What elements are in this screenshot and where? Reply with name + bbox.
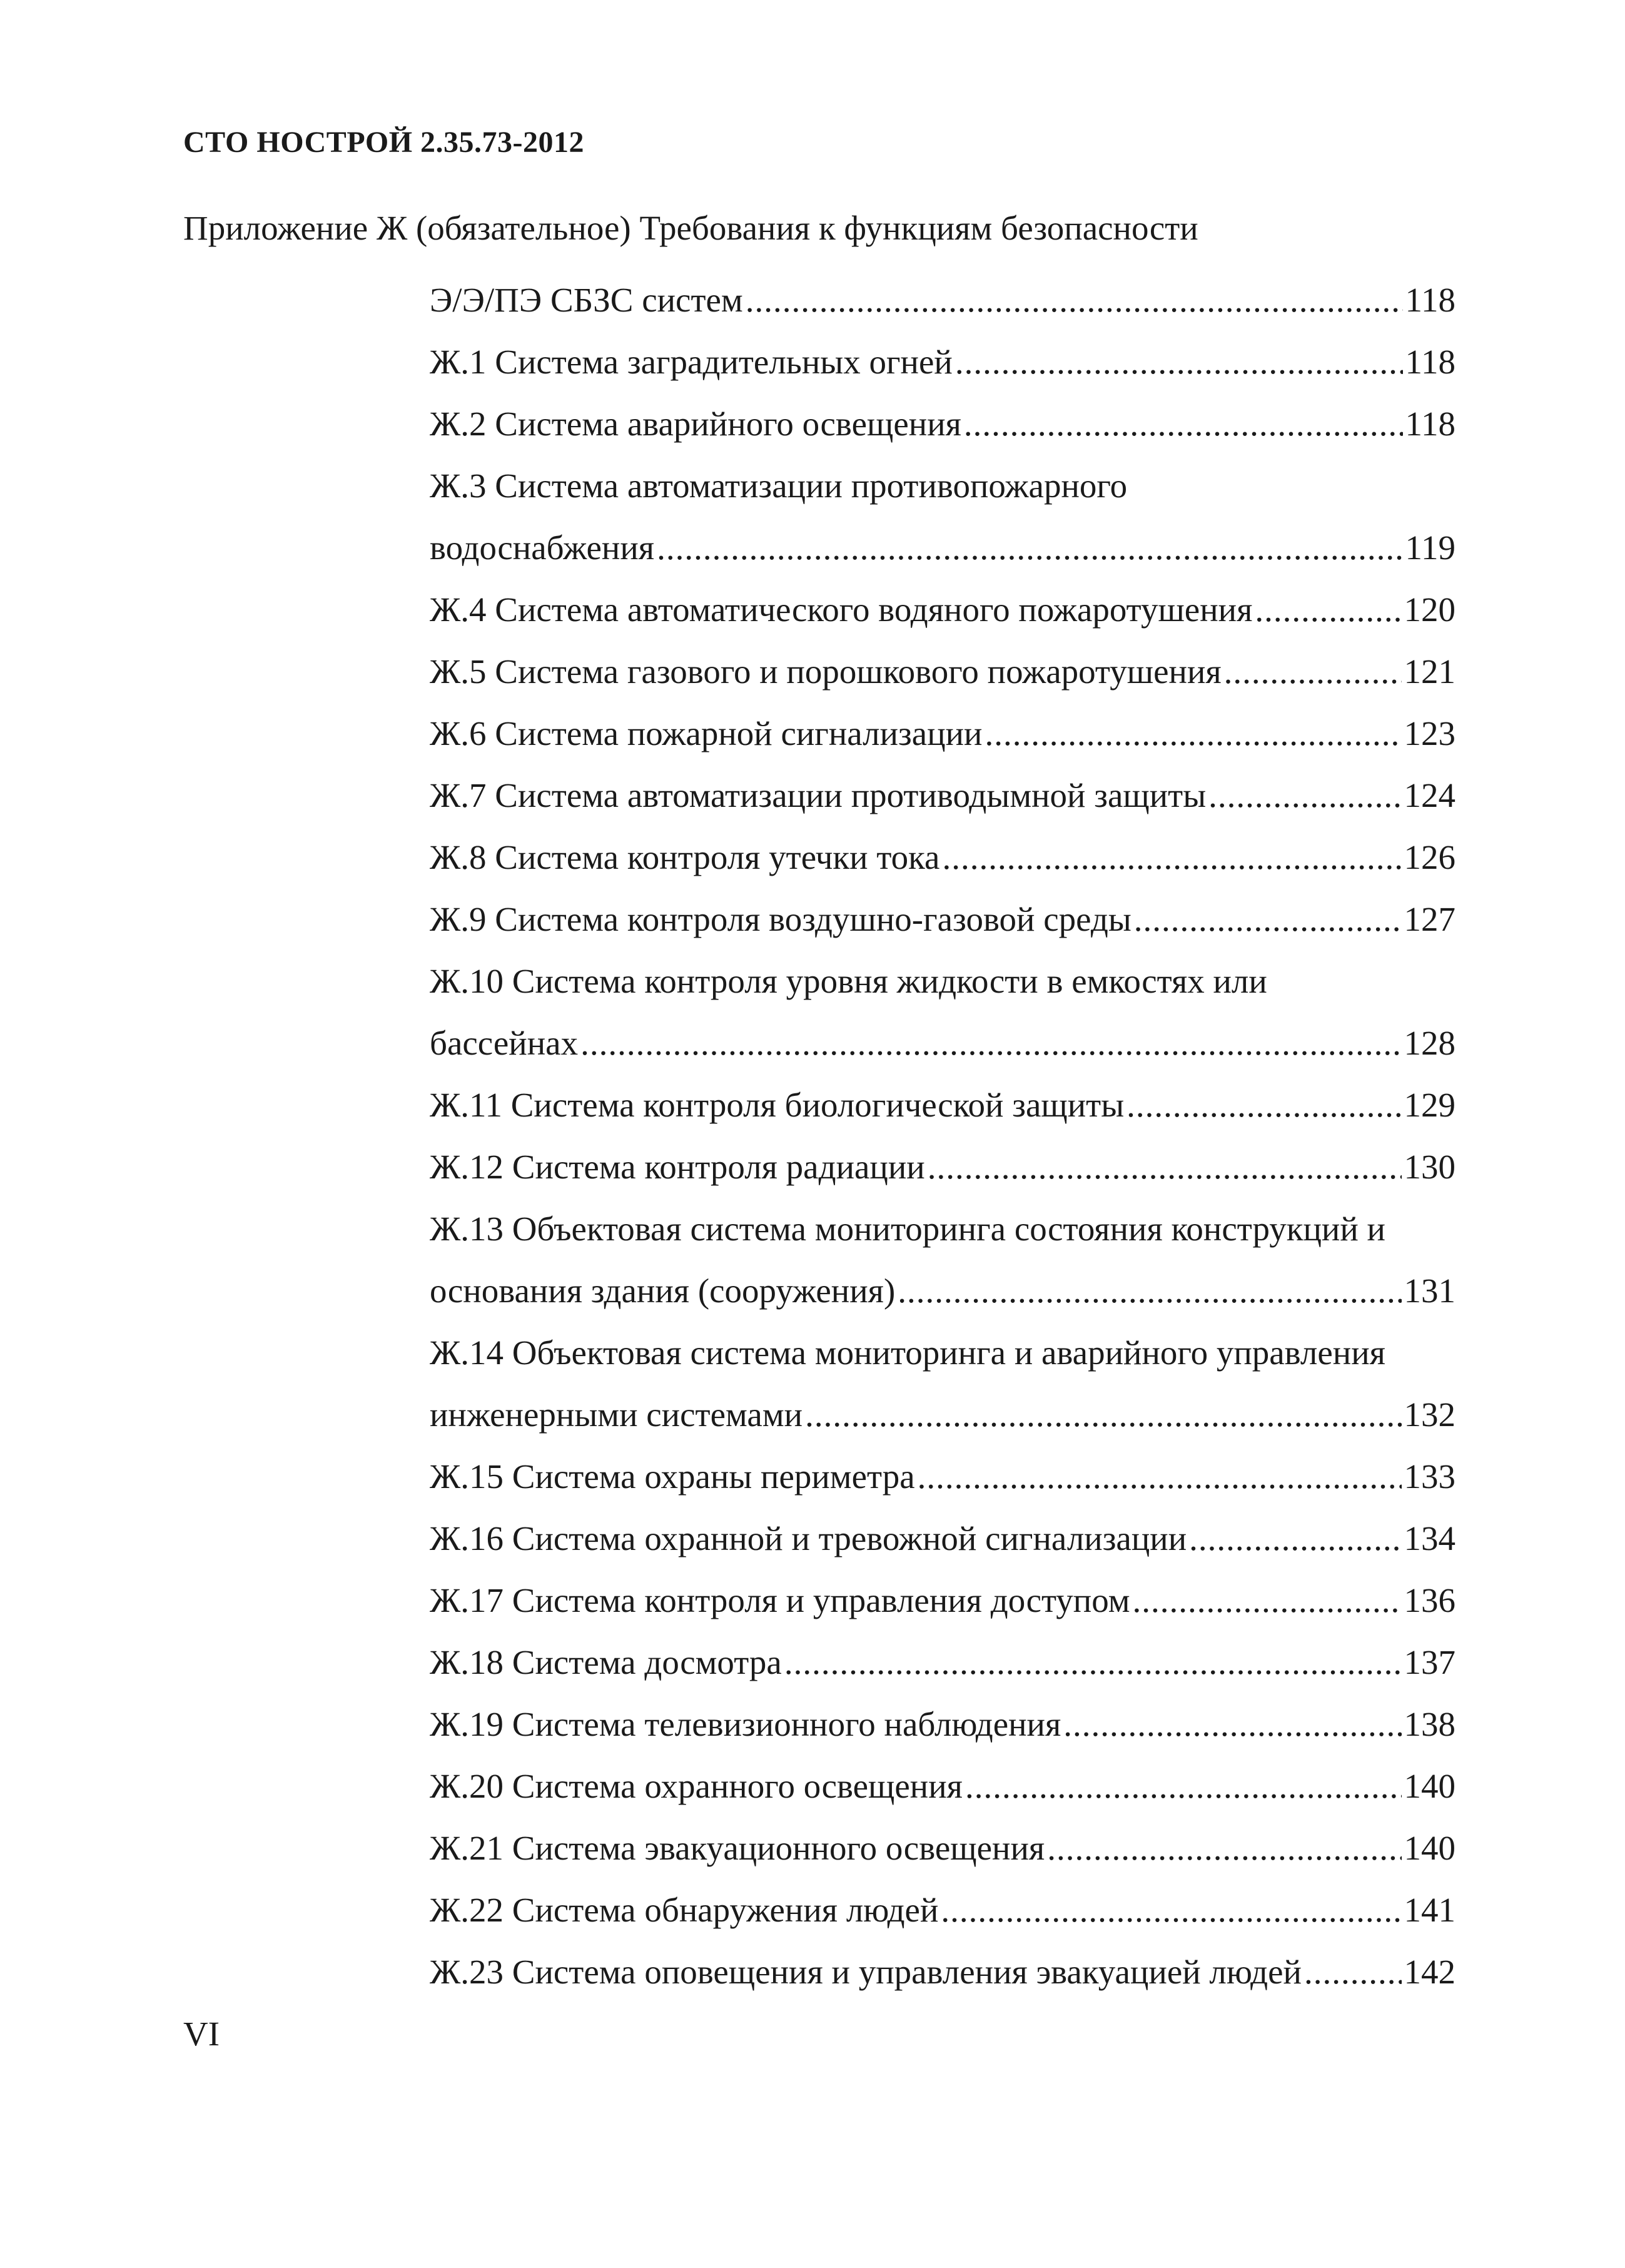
toc-entry-page: 136: [1404, 1581, 1455, 1619]
toc-entry-title: водоснабжения: [430, 529, 655, 567]
toc-entry-title: основания здания (сооружения): [430, 1272, 896, 1310]
toc-entry-page: 127: [1404, 900, 1455, 938]
toc-entry-title: Ж.22 Система обнаружения людей: [430, 1891, 939, 1929]
toc-entry: [430, 702, 1455, 764]
toc-entry: [430, 1074, 1455, 1136]
toc-entry: [430, 1012, 1455, 1074]
toc-leader-dots: [918, 1445, 1402, 1507]
toc-entry-page: 133: [1404, 1457, 1455, 1496]
toc-entry-page: 128: [1404, 1024, 1455, 1062]
toc-entry-title: Ж.8 Система контроля утечки тока: [430, 838, 940, 876]
toc-entry-page: 132: [1404, 1395, 1455, 1434]
toc-entry-page: 124: [1404, 776, 1455, 814]
table-of-contents: [430, 269, 1455, 2003]
toc-entry-title-line: Ж.3 Система автоматизации противопожарного: [430, 467, 1128, 505]
toc-leader-dots: [1126, 1074, 1401, 1136]
toc-entry-title: Ж.21 Система эвакуационного освещения: [430, 1829, 1045, 1867]
toc-entry: [430, 1569, 1455, 1631]
toc-entry-title: Ж.16 Система охранной и тревожной сигнализации: [430, 1519, 1187, 1557]
toc-entry: [430, 517, 1455, 579]
toc-entry: [430, 826, 1455, 888]
toc-leader-dots: [1063, 1693, 1401, 1755]
toc-entry-title: Ж.9 Система контроля воздушно-газовой среды: [430, 900, 1131, 938]
toc-entry-page: 123: [1404, 714, 1455, 752]
toc-entry: [430, 1631, 1455, 1693]
toc-entry: [430, 640, 1455, 702]
toc-entry-page: 126: [1404, 838, 1455, 876]
toc-entry-page: 120: [1404, 590, 1455, 629]
toc-entry-page: 129: [1404, 1086, 1455, 1124]
toc-entry-title: Ж.19 Система телевизионного наблюдения: [430, 1705, 1061, 1743]
toc-entry-page: 118: [1405, 281, 1455, 319]
toc-leader-dots: [1134, 888, 1402, 950]
toc-leader-dots: [784, 1631, 1402, 1693]
toc-entry-title: Ж.17 Система контроля и управления доступом: [430, 1581, 1130, 1619]
toc-entry-title: Ж.11 Система контроля биологической защиты: [430, 1086, 1125, 1124]
toc-leader-dots: [805, 1384, 1401, 1445]
toc-entry-title: Ж.23 Система оповещения и управления эвакуацией людей: [430, 1953, 1302, 1991]
toc-leader-dots: [580, 1012, 1401, 1074]
toc-entry-title: Ж.2 Система аварийного освещения: [430, 405, 961, 443]
toc-leader-dots: [657, 517, 1402, 579]
toc-entry-page: 130: [1404, 1148, 1455, 1186]
toc-entry: [430, 1136, 1455, 1198]
toc-leader-dots: [1189, 1507, 1401, 1569]
toc-entry-title-line: Ж.10 Система контроля уровня жидкости в емкостях или: [430, 962, 1267, 1000]
toc-entry-page: 142: [1404, 1953, 1455, 1991]
toc-entry: [430, 1941, 1455, 2003]
toc-entry: [430, 393, 1455, 455]
toc-entry-title-line: Ж.14 Объектовая система мониторинга и аварийного управления: [430, 1334, 1385, 1372]
toc-entry: [430, 888, 1455, 950]
toc-entry-page: 140: [1404, 1829, 1455, 1867]
toc-entry-title: бассейнах: [430, 1024, 579, 1062]
toc-leader-dots: [1255, 579, 1401, 640]
toc-entry: [430, 1445, 1455, 1507]
toc-entry: [430, 764, 1455, 826]
toc-entry-title-line: Ж.13 Объектовая система мониторинга состояния конструкций и: [430, 1210, 1385, 1248]
toc-entry-title: Ж.6 Система пожарной сигнализации: [430, 714, 983, 752]
toc-entry-title: Ж.18 Система досмотра: [430, 1643, 782, 1681]
document-header: СТО НОСТРОЙ 2.35.73-2012: [183, 126, 585, 159]
toc-leader-dots: [928, 1136, 1402, 1198]
toc-entry: [430, 1755, 1455, 1817]
toc-leader-dots: [1133, 1569, 1402, 1631]
toc-entry-page: 140: [1404, 1767, 1455, 1805]
toc-entry-page: 134: [1404, 1519, 1455, 1557]
toc-entry: [430, 579, 1455, 640]
toc-entry-page: 141: [1404, 1891, 1455, 1929]
toc-leader-dots: [955, 331, 1403, 393]
toc-entry: [430, 1879, 1455, 1941]
toc-entry-title: Э/Э/ПЭ СБЗС систем: [430, 281, 743, 319]
toc-entry-title: инженерными системами: [430, 1395, 803, 1434]
toc-entry-title: Ж.20 Система охранного освещения: [430, 1767, 963, 1805]
toc-leader-dots: [746, 269, 1403, 331]
toc-entry: [430, 1260, 1455, 1322]
toc-entry: [430, 269, 1455, 331]
toc-entry-page: 118: [1405, 343, 1455, 381]
toc-entry-page: 119: [1405, 529, 1455, 567]
toc-leader-dots: [1304, 1941, 1402, 2003]
toc-entry-page: 138: [1404, 1705, 1455, 1743]
toc-entry: [430, 1384, 1455, 1445]
toc-entry-title: Ж.12 Система контроля радиации: [430, 1148, 925, 1186]
appendix-title: Приложение Ж (обязательное) Требования к функциям безопасности: [183, 209, 1198, 247]
toc-leader-dots: [941, 1879, 1401, 1941]
toc-entry: [430, 1507, 1455, 1569]
toc-leader-dots: [1047, 1817, 1401, 1879]
toc-leader-dots: [985, 702, 1402, 764]
toc-entry-page: 137: [1404, 1643, 1455, 1681]
toc-leader-dots: [964, 393, 1403, 455]
toc-entry-page: 118: [1405, 405, 1455, 443]
toc-entry-title: Ж.7 Система автоматизации противодымной защиты: [430, 776, 1207, 814]
toc-entry-title: Ж.1 Система заградительных огней: [430, 343, 953, 381]
toc-entry-title: Ж.4 Система автоматического водяного пожаротушения: [430, 590, 1253, 629]
toc-entry-title: Ж.15 Система охраны периметра: [430, 1457, 915, 1496]
toc-entry: [430, 1817, 1455, 1879]
page-number: VI: [183, 2015, 220, 2053]
toc-leader-dots: [965, 1755, 1402, 1817]
toc-entry-page: 131: [1404, 1272, 1455, 1310]
toc-entry: [430, 1693, 1455, 1755]
toc-leader-dots: [1208, 764, 1401, 826]
toc-entry-title: Ж.5 Система газового и порошкового пожаротушения: [430, 652, 1222, 691]
toc-entry-page: 121: [1404, 652, 1455, 691]
toc-entry: [430, 331, 1455, 393]
toc-leader-dots: [942, 826, 1401, 888]
toc-leader-dots: [1224, 640, 1402, 702]
toc-leader-dots: [898, 1260, 1401, 1322]
